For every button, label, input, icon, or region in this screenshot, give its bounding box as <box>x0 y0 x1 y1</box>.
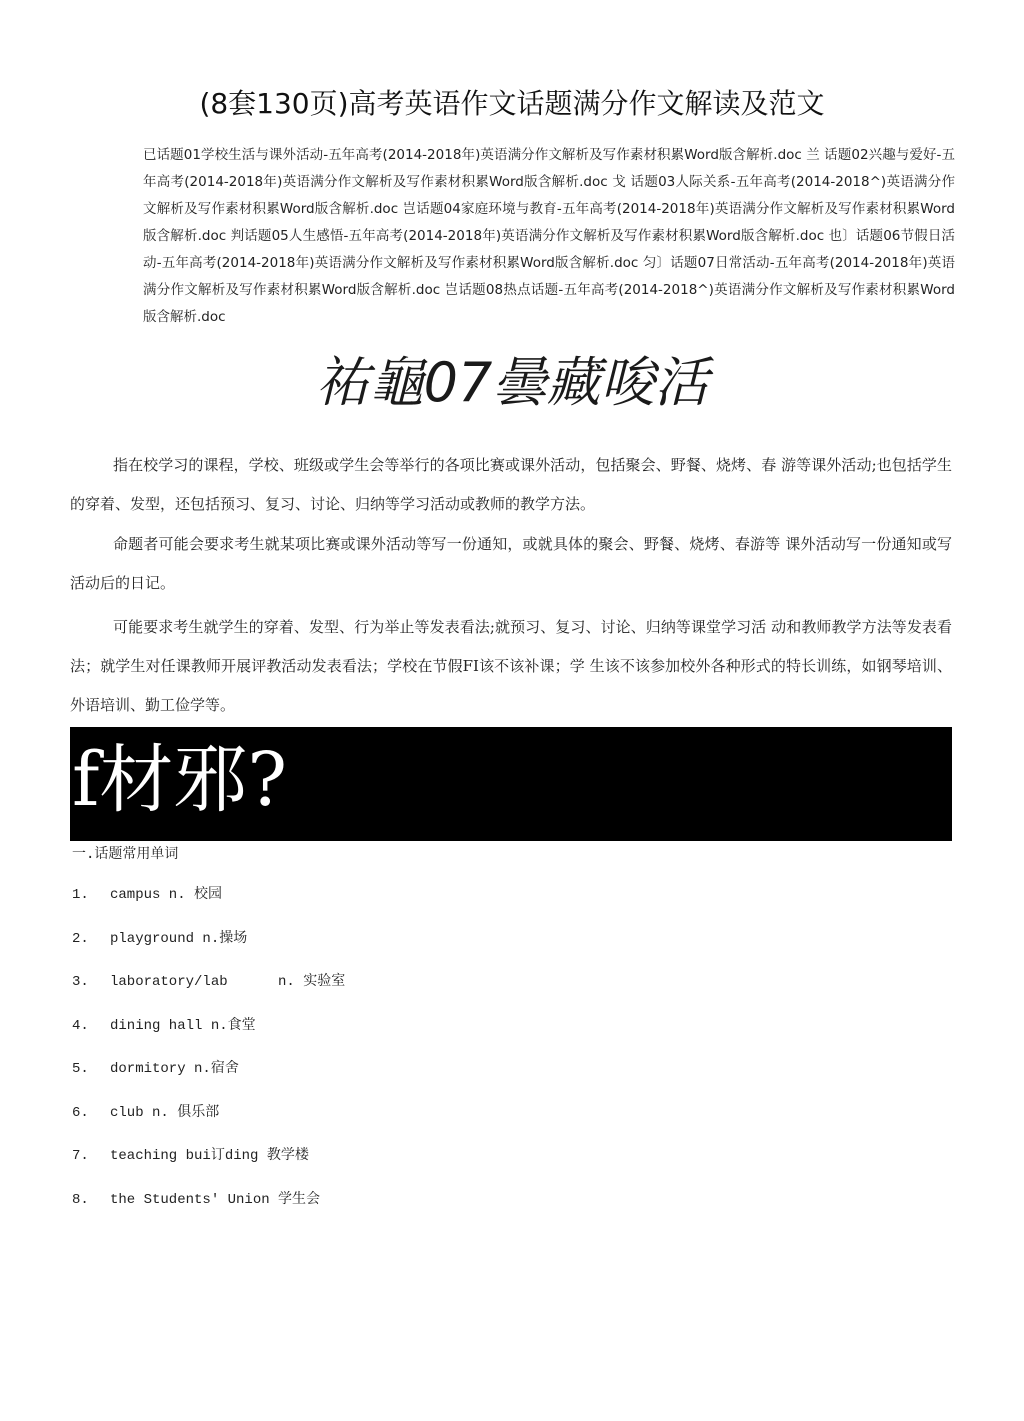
item-text: club n. 俱乐部 <box>110 1104 220 1121</box>
item-number: 8. <box>72 1191 89 1208</box>
item-text: teaching bui订ding 教学楼 <box>110 1148 309 1164</box>
item-text: laboratory/lab n. 实验室 <box>110 974 346 990</box>
item-number: 1. <box>72 887 89 903</box>
list-item <box>72 874 952 918</box>
item-text: dormitory n.宿舍 <box>110 1061 239 1077</box>
banner-text: f材邪? <box>72 737 288 823</box>
item-text: playground n.操场 <box>110 930 248 947</box>
table-of-contents: 已话题01学校生活与课外活动-五年高考(2014-2018年)英语满分作文解析及写作素材积累Word版含解析.doc 兰 话题02兴趣与爱好-五年高考(2014-2018年)英语满分作文解析及写作素材积累Word版含解析.doc 戈 话题03人际关系-五年高考(2014-2018^)英语满分作文解析及写作素材积累Word版含解析.doc 岂话题04家庭环境与教育-五年高考(2014-2018年)英语满分作文解析及写作素材积累Word版含解析.doc 判话题05人生感悟-五年高考(2014-2018年)英语满分作文解析及写作素材积累Word版含解析.doc 也〕话题06节假日活动-五年高考(2014-2018年)英语满分作文解析及写作素材积累Word版含解析.doc 匀〕话题07日常活动-五年高考(2014-2018年)英语满分作文解析及写作素材积累Word版含解析.doc 岂话题08热点话题-五年高考(2014-2018^)英语满分作文解析及写作素材积累Word版含解析.doc <box>143 147 955 325</box>
document-title: (8套130页)高考英语作文话题满分作文解读及范文 <box>199 87 825 120</box>
vocabulary-list <box>72 874 952 1222</box>
item-number: 2. <box>72 930 89 947</box>
item-number: 4. <box>72 1017 89 1034</box>
item-number: 3. <box>72 974 89 990</box>
intro-paragraph-3: 可能要求考生就学生的穿着、发型、行为举止等发表看法;就预习、复习、讨论、归纳等课堂学习活 动和教师教学方法等发表看法；就学生对任课教师开展评教活动发表看法；学校在节假FI该不该补课；学 生该不该参加校外各种形式的特长训练，如钢琴培训、外语培训、勤工俭学等。 <box>70 618 952 714</box>
item-text: campus n. 校园 <box>110 887 223 903</box>
list-item <box>72 918 952 962</box>
list-item <box>72 1179 952 1223</box>
item-text: the Students' Union 学生会 <box>110 1191 321 1208</box>
item-text: dining hall n.食堂 <box>110 1017 256 1034</box>
item-number: 7. <box>72 1148 89 1164</box>
list-item <box>72 1135 952 1179</box>
item-number: 6. <box>72 1104 89 1121</box>
section-heading: 一.话题常用单词 <box>72 846 179 862</box>
list-item <box>72 1005 952 1049</box>
list-item <box>72 961 952 1005</box>
intro-paragraph-1: 指在校学习的课程，学校、班级或学生会等举行的各项比赛或课外活动，包括聚会、野餐、烧烤、春 游等课外活动;也包括学生的穿着、发型，还包括预习、复习、讨论、归纳等学习活动或教师的教学方法。 <box>70 456 952 513</box>
section-banner <box>70 727 952 841</box>
list-item <box>72 1048 952 1092</box>
item-number: 5. <box>72 1061 89 1077</box>
intro-paragraph-2: 命题者可能会要求考生就某项比赛或课外活动等写一份通知，或就具体的聚会、野餐、烧烤、春游等 课外活动写一份通知或写活动后的日记。 <box>70 535 952 592</box>
list-item <box>72 1092 952 1136</box>
topic-title: 祐龜07曇藏唆活 <box>315 351 709 414</box>
